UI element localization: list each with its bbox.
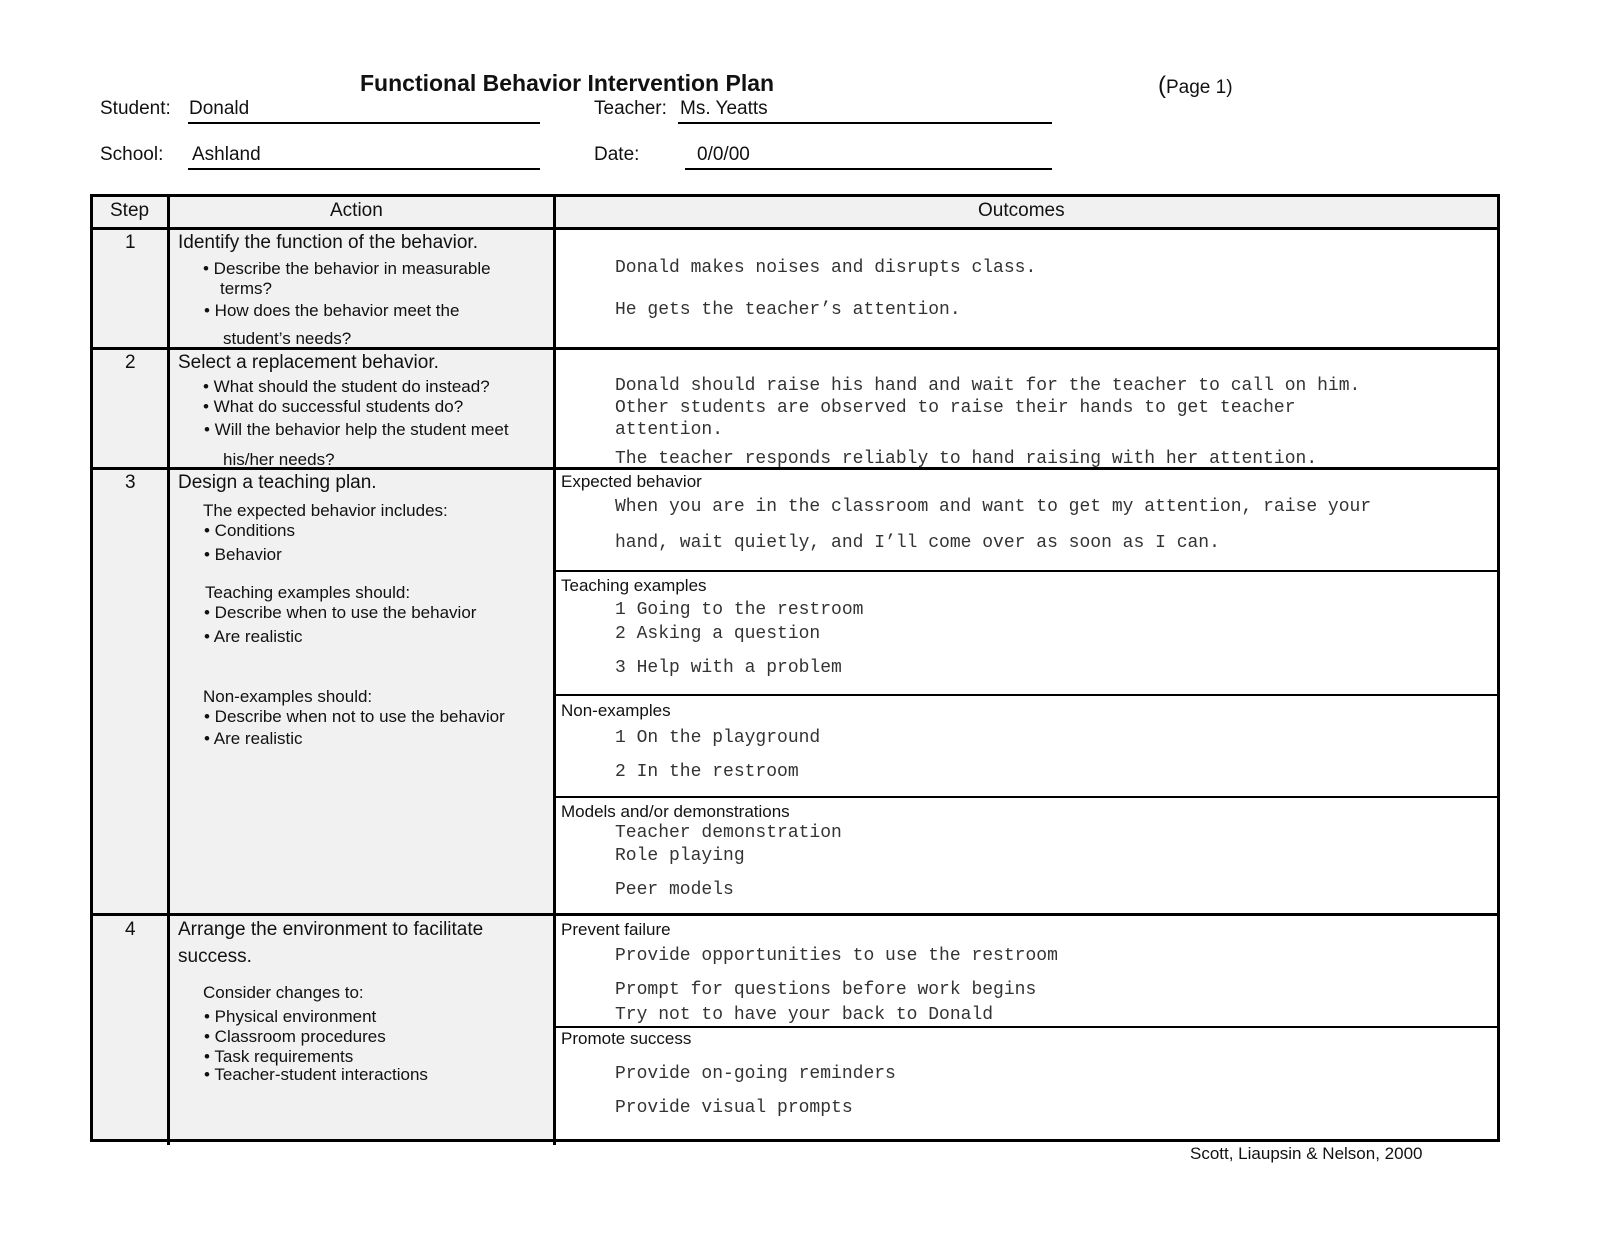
step4-consider-bullet: • Teacher-student interactions: [204, 1065, 428, 1084]
step4-consider-intro: Consider changes to:: [203, 983, 364, 1002]
step-column-divider: [167, 197, 170, 1145]
citation: Scott, Liaupsin & Nelson, 2000: [1190, 1144, 1423, 1163]
step4-consider-bullet: • Physical environment: [204, 1007, 377, 1026]
step2-outcome: Other students are observed to raise their hands to get teacher: [615, 398, 1296, 418]
step3-teaching-bullet: • Are realistic: [204, 627, 303, 646]
promote-success-label: Promote success: [561, 1029, 692, 1048]
step-number-3: 3: [125, 472, 136, 493]
col-header-action: Action: [330, 200, 383, 221]
teacher-value: Ms. Yeatts: [680, 98, 768, 119]
step2-title: Select a replacement behavior.: [178, 352, 439, 373]
student-underline: [188, 122, 540, 124]
header-row-line: [93, 227, 1497, 230]
teaching-bottom-line: [553, 694, 1497, 696]
teacher-underline: [678, 122, 1052, 124]
prevent-failure-label: Prevent failure: [561, 920, 671, 939]
page-number: (Page 1): [1158, 72, 1233, 99]
step2-outcome: attention.: [615, 420, 724, 440]
step3-non-intro: Non-examples should:: [203, 687, 373, 706]
step-number-2: 2: [125, 352, 136, 373]
non-examples-label: Non-examples: [561, 701, 671, 720]
prevent-failure-item: Try not to have your back to Donald: [615, 1005, 994, 1025]
step-number-1: 1: [125, 232, 136, 253]
school-value: Ashland: [192, 144, 261, 165]
step4-title: Arrange the environment to facilitate: [178, 919, 484, 940]
teaching-example-item: 3 Help with a problem: [615, 658, 842, 678]
step3-non-bullet: • Are realistic: [204, 729, 303, 748]
model-item: Peer models: [615, 880, 734, 900]
step2-bullet: • What do successful students do?: [203, 397, 464, 416]
step1-bullet: • Describe the behavior in measurable: [203, 259, 491, 278]
non-examples-bottom-line: [553, 796, 1497, 798]
step1-outcome: Donald makes noises and disrupts class.: [615, 258, 1037, 278]
step4-title: success.: [178, 946, 252, 967]
step2-bullet: his/her needs?: [223, 450, 335, 469]
teacher-label: Teacher:: [594, 98, 667, 119]
step2-outcome: Donald should raise his hand and wait for the teacher to call on him.: [615, 376, 1361, 396]
date-label: Date:: [594, 144, 640, 165]
expected-bottom-line: [553, 570, 1497, 572]
step3-teaching-bullet: • Describe when to use the behavior: [204, 603, 477, 622]
prevent-failure-item: Prompt for questions before work begins: [615, 980, 1037, 1000]
step3-title: Design a teaching plan.: [178, 472, 377, 493]
models-label: Models and/or demonstrations: [561, 802, 790, 821]
teaching-example-item: 2 Asking a question: [615, 624, 821, 644]
prevent-failure-item: Provide opportunities to use the restroom: [615, 946, 1058, 966]
expected-behavior-text: hand, wait quietly, and I’ll come over as soon as I can.: [615, 533, 1220, 553]
non-example-item: 1 On the playground: [615, 728, 821, 748]
step3-non-bullet: • Describe when not to use the behavior: [204, 707, 505, 726]
row3-bottom-line: [93, 913, 1497, 916]
model-item: Teacher demonstration: [615, 823, 842, 843]
school-underline: [188, 168, 540, 170]
step2-outcome: The teacher responds reliably to hand raising with her attention.: [615, 449, 1318, 469]
step1-title: Identify the function of the behavior.: [178, 232, 478, 253]
step2-bullet: • What should the student do instead?: [203, 377, 490, 396]
student-value: Donald: [189, 98, 250, 119]
model-item: Role playing: [615, 846, 745, 866]
teaching-example-item: 1 Going to the restroom: [615, 600, 864, 620]
step1-outcome: He gets the teacher’s attention.: [615, 300, 961, 320]
step2-bullet: • Will the behavior help the student meet: [204, 420, 509, 439]
date-value: 0/0/00: [697, 144, 750, 165]
non-example-item: 2 In the restroom: [615, 762, 799, 782]
step4-consider-bullet: • Task requirements: [204, 1047, 354, 1066]
step3-teaching-intro: Teaching examples should:: [205, 583, 411, 602]
expected-behavior-text: When you are in the classroom and want to get my attention, raise your: [615, 497, 1372, 517]
step-number-4: 4: [125, 919, 136, 940]
step3-expected-bullet: • Behavior: [204, 545, 282, 564]
expected-behavior-label: Expected behavior: [561, 472, 702, 491]
step1-bullet: • How does the behavior meet the: [204, 301, 460, 320]
promote-success-item: Provide visual prompts: [615, 1098, 853, 1118]
student-label: Student:: [100, 98, 171, 119]
col-header-outcomes: Outcomes: [978, 200, 1065, 221]
step1-bullet: student’s needs?: [223, 329, 352, 348]
teaching-examples-label: Teaching examples: [561, 576, 707, 595]
step3-expected-bullet: • Conditions: [204, 521, 296, 540]
step4-consider-bullet: • Classroom procedures: [204, 1027, 386, 1046]
step1-bullet: terms?: [220, 279, 272, 298]
intervention-table: [90, 194, 1500, 1142]
col-header-step: Step: [110, 200, 150, 221]
action-column-divider: [553, 197, 556, 1145]
school-label: School:: [100, 144, 164, 165]
header-row-shade: [93, 197, 1497, 228]
step3-expected-intro: The expected behavior includes:: [203, 501, 448, 520]
document-title: Functional Behavior Intervention Plan: [360, 70, 775, 96]
date-underline: [685, 168, 1052, 170]
prevent-bottom-line: [553, 1026, 1497, 1028]
promote-success-item: Provide on-going reminders: [615, 1064, 896, 1084]
